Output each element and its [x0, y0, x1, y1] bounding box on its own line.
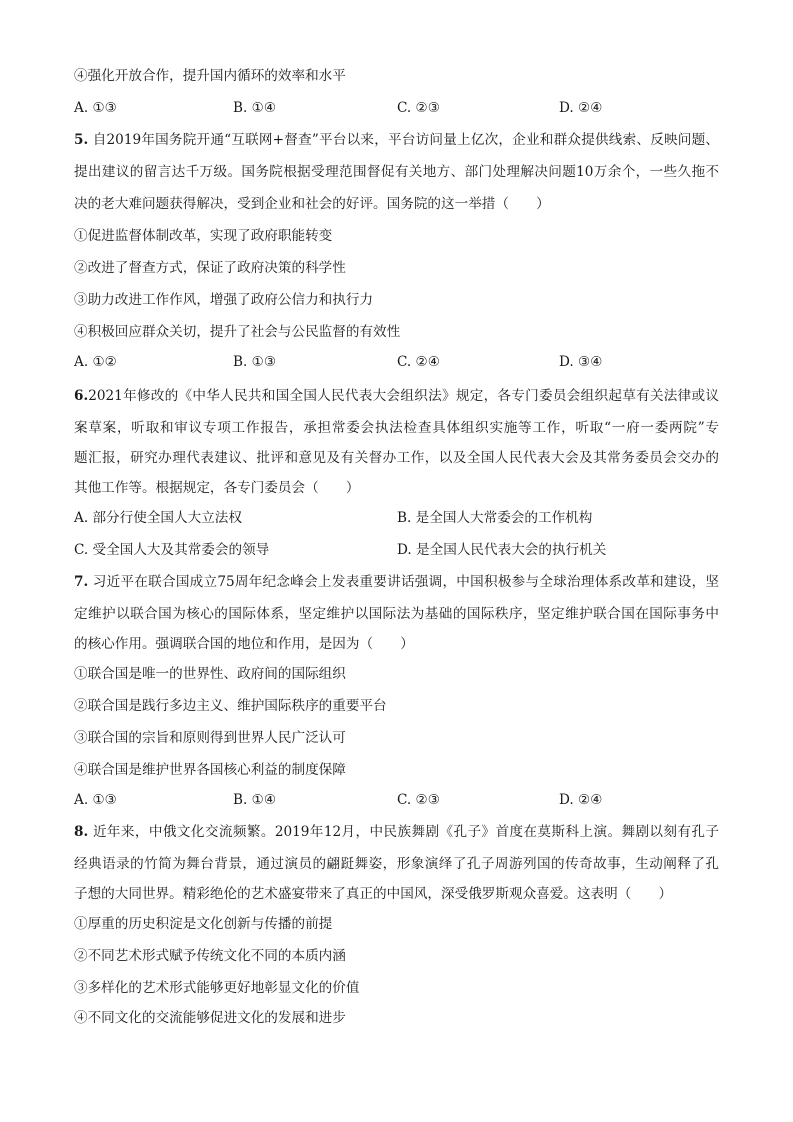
q6-stem-line-2: 案草案，听取和审议专项工作报告，承担常委会执法检查具体组织实施等工作，听取“一府一委两院”专 [74, 420, 719, 436]
q6-option-c: C. 受全国人大及其常委会的领导 [74, 542, 270, 558]
q5-option-c: C. ②④ [397, 354, 440, 370]
q5-number: 5. [74, 132, 89, 148]
q8-statement-4: ④不同文化的交流能够促进文化的发展和进步 [74, 1010, 346, 1026]
q6-stem-line-4: 其他工作等。根据规定，各专门委员会（ ） [74, 480, 360, 496]
q4-option-b: B. ①④ [233, 100, 277, 116]
q7-stem-line-3: 的核心作用。强调联合国的地位和作用，是因为（ ） [74, 636, 414, 652]
q4-option-a: A. ①③ [74, 100, 117, 116]
q4-option-c: C. ②③ [397, 100, 440, 116]
q5-option-a: A. ①② [74, 354, 117, 370]
q7-number: 7. [74, 574, 89, 590]
q7-stem-line-1: 7. 习近平在联合国成立75周年纪念峰会上发表重要讲话强调，中国积极参与全球治理体系改革和建设，坚 [74, 574, 720, 590]
q5-stem-line-3: 决的老大难问题获得解决，受到企业和社会的好评。国务院的这一举措（ ） [74, 196, 550, 212]
q5-stem-line-1: 5. 自2019年国务院开通“互联网+督查”平台以来，平台访问量上亿次，企业和群众提供线索、反映问题、 [74, 132, 719, 148]
q5-statement-1: ①促进监督体制改革，实现了政府职能转变 [74, 228, 333, 244]
q7-option-b: B. ①④ [233, 792, 277, 808]
q5-option-d: D. ③④ [559, 354, 603, 370]
q8-stem-line-2: 经典语录的竹简为舞台背景，通过演员的翩跹舞姿，形象演绎了孔子周游列国的传奇故事，生动阐释了孔 [74, 856, 719, 872]
q6-option-d: D. 是全国人民代表大会的执行机关 [397, 542, 607, 558]
q7-stem-line-2: 定维护以联合国为核心的国际体系，坚定维护以国际法为基础的国际秩序，坚定维护联合国在国际事务中 [74, 606, 719, 622]
q6-stem-line-3: 题汇报，研究办理代表建议、批评和意见及有关督办工作，以及全国人民代表大会及其常务委员会交办的 [74, 450, 719, 466]
q8-number: 8. [74, 824, 89, 840]
q6-option-a: A. 部分行使全国人大立法权 [74, 510, 242, 526]
q4-statement-4: ④强化开放合作，提升国内循环的效率和水平 [74, 68, 346, 84]
q6-option-b: B. 是全国人大常委会的工作机构 [397, 510, 593, 526]
q7-option-a: A. ①③ [74, 792, 117, 808]
q7-option-d: D. ②④ [559, 792, 603, 808]
q5-statement-2: ②改进了督查方式，保证了政府决策的科学性 [74, 260, 346, 276]
q8-statement-1: ①厚重的历史积淀是文化创新与传播的前提 [74, 916, 333, 932]
q7-statement-2: ②联合国是践行多边主义、维护国际秩序的重要平台 [74, 698, 387, 714]
q7-statement-1: ①联合国是唯一的世界性、政府间的国际组织 [74, 666, 346, 682]
q8-stem-line-3: 子想的大同世界。精彩绝伦的艺术盛宴带来了真正的中国风，深受俄罗斯观众喜爱。这表明（ ） [74, 886, 673, 902]
q4-option-d: D. ②④ [559, 100, 603, 116]
q6-number: 6. [74, 388, 89, 404]
q5-statement-4: ④积极回应群众关切，提升了社会与公民监督的有效性 [74, 324, 401, 340]
q6-stem-line-1: 6.2021年修改的《中华人民共和国全国人民代表大会组织法》规定，各专门委员会组织起草有关法律或议 [74, 388, 719, 404]
q8-statement-3: ③多样化的艺术形式能够更好地彰显文化的价值 [74, 980, 360, 996]
q8-stem-line-1: 8. 近年来，中俄文化交流频繁。2019年12月，中民族舞剧《孔子》首度在莫斯科上演。舞剧以刻有孔子 [74, 824, 720, 840]
q5-option-b: B. ①③ [233, 354, 277, 370]
q7-statement-3: ③联合国的宗旨和原则得到世界人民广泛认可 [74, 730, 346, 746]
q5-stem-line-2: 提出建议的留言达千万级。国务院根据受理范围督促有关地方、部门处理解决问题10万余个，一些久拖不 [74, 164, 719, 180]
q7-option-c: C. ②③ [397, 792, 440, 808]
q5-statement-3: ③助力改进工作作风，增强了政府公信力和执行力 [74, 292, 374, 308]
q7-statement-4: ④联合国是维护世界各国核心利益的制度保障 [74, 762, 346, 778]
q8-statement-2: ②不同艺术形式赋予传统文化不同的本质内涵 [74, 948, 346, 964]
